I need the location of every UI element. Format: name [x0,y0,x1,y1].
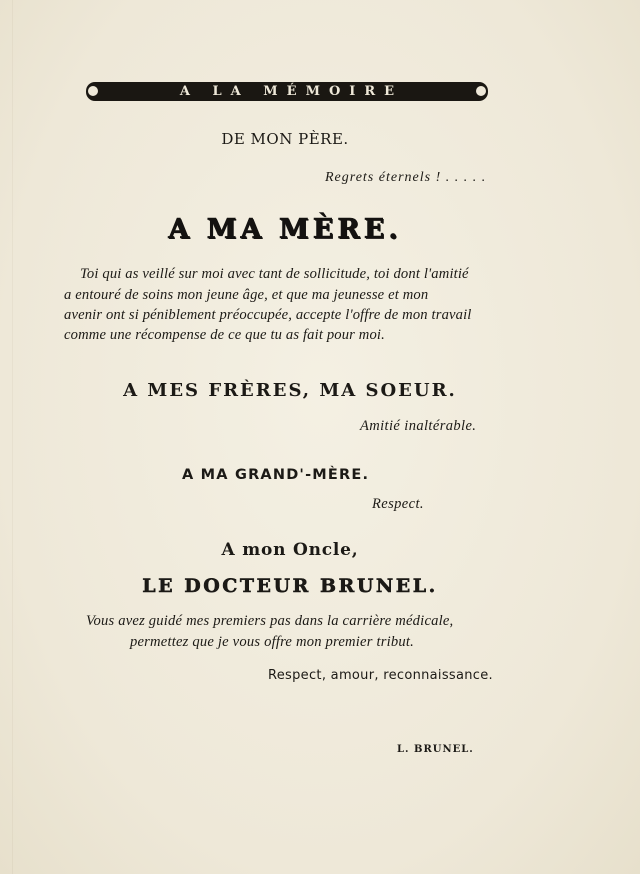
siblings-heading: A MES FRÈRES, MA SOEUR. [123,380,457,401]
mother-heading: A MA MÈRE. [168,214,402,245]
author-signature: L. BRUNEL. [397,744,474,755]
uncle-dedication-line: Vous avez guidé mes premiers pas dans la carrière médicale, [86,613,454,629]
banner-text: A LA MÉMOIRE [179,84,404,99]
uncle-name: LE DOCTEUR BRUNEL. [142,575,438,597]
mother-dedication-line: a entouré de soins mon jeune âge, et que ma jeunesse et mon [64,287,429,303]
grandmother-sentiment: Respect. [372,496,424,512]
uncle-dedication-line: permettez que je vous offre mon premier tribut. [130,634,414,650]
a-la-memoire-banner [86,82,488,101]
uncle-sentiment: Respect, amour, reconnaissance. [268,668,493,683]
mother-dedication-line: avenir ont si péniblement préoccupée, accepte l'offre de mon travail [64,307,472,323]
grandmother-heading: A MA GRAND'-MÈRE. [182,467,370,483]
uncle-heading: A mon Oncle, [221,540,359,560]
father-heading: DE MON PÈRE. [221,130,349,148]
father-sentiment: Regrets éternels ! . . . . . [325,170,487,185]
siblings-sentiment: Amitié inaltérable. [360,418,477,434]
mother-dedication-line: comme une récompense de ce que tu as fait pour moi. [64,327,385,343]
mother-dedication-line: Toi qui as veillé sur moi avec tant de sollicitude, toi dont l'amitié [80,266,469,282]
